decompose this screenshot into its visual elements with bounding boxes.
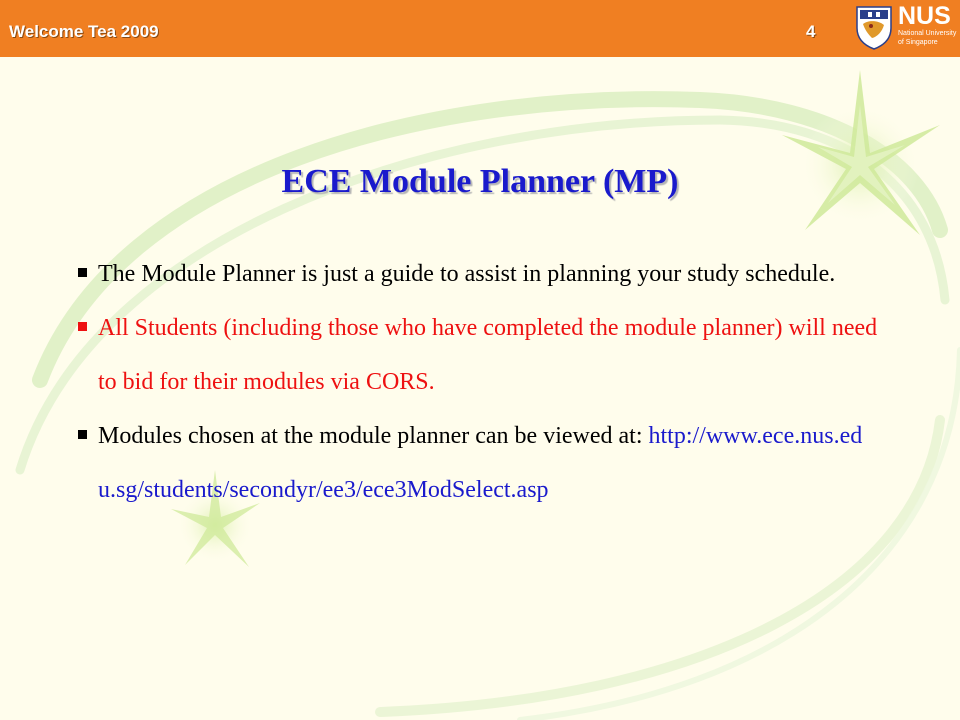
module-planner-link[interactable]: http://www.ece.nus.edu.sg/students/secondyr/ee3/ece3ModSelect.asp <box>98 423 863 503</box>
bullet-item-highlight <box>78 301 878 409</box>
bullet-item <box>78 247 878 301</box>
slide-title: ECE Module Planner (MP) <box>281 162 679 200</box>
bullet-list <box>78 247 878 517</box>
nus-logo <box>850 3 956 53</box>
bullet-text: The Module Planner is just a guide to assist in planning your study schedule. <box>98 261 836 287</box>
bullet-square-icon <box>78 268 87 277</box>
header-bar <box>0 0 960 57</box>
bullet-text: All Students (including those who have completed the module planner) will need to bid for their modules via CORS. <box>98 315 878 395</box>
logo-subtitle-line1: National University <box>898 30 957 37</box>
presentation-title: Welcome Tea 2009 <box>9 22 159 41</box>
logo-wordmark: NUS <box>898 2 951 30</box>
bullet-text: Modules chosen at the module planner can be viewed at: <box>98 423 643 449</box>
bullet-item <box>78 409 878 517</box>
bullet-square-icon <box>78 322 87 331</box>
logo-subtitle-line2: of Singapore <box>898 39 938 46</box>
nus-crest-icon <box>854 4 894 50</box>
bullet-square-icon <box>78 430 87 439</box>
slide-number: 4 <box>806 22 816 41</box>
